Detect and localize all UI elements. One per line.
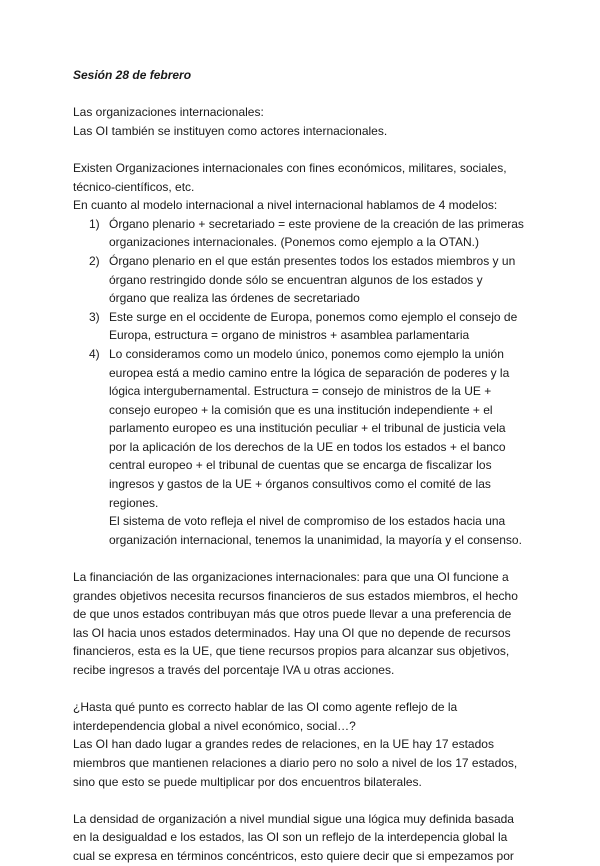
text-line: Las OI también se instituyen como actores internacionales. (73, 123, 388, 138)
text-line: La densidad de organización a nivel mundial sigue una lógica muy definida basada (73, 811, 514, 826)
text-line: central europeo + el tribunal de cuentas que se encarga de fiscalizar los (109, 458, 492, 473)
text-line: técnico-científicos, etc. (73, 179, 195, 194)
list-number: 4) (89, 346, 100, 361)
text-line: por la aplicación de los derechos de la UE en todos los estados + el banco (109, 439, 506, 454)
intro-paragraph (73, 103, 528, 140)
text-line: El sistema de voto refleja el nivel de compromiso de los estados hacia una (109, 514, 506, 529)
text-line: de que unos estados contribuyan más que otros puede llevar a una preferencia de (73, 607, 512, 622)
text-line: cual se expresa en términos concéntricos, esto quiere decir que si empezamos por (73, 848, 514, 863)
spacer (73, 85, 528, 104)
list-item (73, 215, 528, 252)
text-line: Lo consideramos como un modelo único, ponemos como ejemplo la unión (109, 346, 504, 361)
text-line: consejo europeo + la comisión que es una institución independiente + el (109, 402, 493, 417)
text-line: europea está a medio camino entre la lógica de separación de poderes y la (109, 365, 510, 380)
text-line: Órgano plenario + secretariado = este proviene de la creación de las primeras (109, 216, 524, 231)
financing-paragraph (73, 568, 528, 680)
document-page (73, 66, 528, 866)
text-line: Este surge en el occidente de Europa, ponemos como ejemplo el consejo de (109, 309, 518, 324)
text-line: ingresos y gastos de la UE + órganos consultivos como el comité de las (109, 477, 491, 492)
text-line: Órgano plenario en el que están presentes todos los estados miembros y un (109, 253, 516, 268)
text-line: en la desigualdad e los estados, las OI son un reflejo de la interdepencia global la (73, 830, 508, 845)
text-line: ¿Hasta qué punto es correcto hablar de las OI como agente reflejo de la (73, 700, 458, 715)
text-line: sino que esto se puede multiplicar por dos encuentros bilaterales. (73, 774, 422, 789)
text-line: regiones. (109, 495, 159, 510)
text-line: Existen Organizaciones internacionales con fines económicos, militares, sociales, (73, 160, 507, 175)
list-number: 3) (89, 309, 100, 324)
text-line: organización internacional, tenemos la unanimidad, la mayoría y el consenso. (109, 532, 522, 547)
spacer (73, 140, 528, 159)
text-line: La financiación de las organizaciones internacionales: para que una OI funcione a (73, 570, 509, 585)
text-line: interdependencia global a nivel económico, social…? (73, 718, 356, 733)
text-line: grandes objetivos necesita recursos financieros de sus estados miembros, el hecho (73, 588, 518, 603)
spacer (73, 791, 528, 810)
list-number: 2) (89, 253, 100, 268)
text-line: organizaciones internacionales. (Ponemos como ejemplo a la OTAN.) (109, 235, 479, 250)
text-line: Las OI han dado lugar a grandes redes de relaciones, en la UE hay 17 estados (73, 737, 494, 752)
list-item (73, 345, 528, 550)
list-item (73, 252, 528, 308)
models-list (73, 215, 528, 550)
density-paragraph (73, 810, 528, 866)
text-line: En cuanto al modelo internacional a nivel internacional hablamos de 4 modelos: (73, 198, 498, 213)
list-item (73, 308, 528, 345)
spacer (73, 549, 528, 568)
text-line: financieros, esta es la UE, que tiene recursos propios para alcanzar sus objetivos, (73, 644, 510, 659)
text-line: miembros que mantienen relaciones a diario pero no solo a nivel de los 17 estados, (73, 755, 518, 770)
text-line: Las organizaciones internacionales: (73, 105, 264, 120)
page-title: Sesión 28 de febrero (73, 68, 192, 82)
text-line: recibe ingresos a través del porcentaje IVA u otras acciones. (73, 663, 395, 677)
text-line: Europa, estructura = organo de ministros + asamblea parlamentaria (109, 328, 470, 343)
spacer (73, 680, 528, 699)
list-number: 1) (89, 216, 100, 231)
types-paragraph (73, 159, 528, 215)
text-line: parlamento europeo es una institución peculiar + el tribunal de justicia vela (109, 421, 506, 436)
text-line: órgano que realiza las órdenes de secretariado (109, 291, 360, 306)
text-line: las OI hacia unos estados determinados. Hay una OI que no depende de recursos (73, 625, 511, 640)
text-line: órgano restringido donde sólo se encuentran algunos de los estados y (109, 272, 483, 287)
text-line: lógica intergubernamental. Estructura = consejo de ministros de la UE + (109, 384, 492, 399)
question-paragraph (73, 698, 528, 791)
